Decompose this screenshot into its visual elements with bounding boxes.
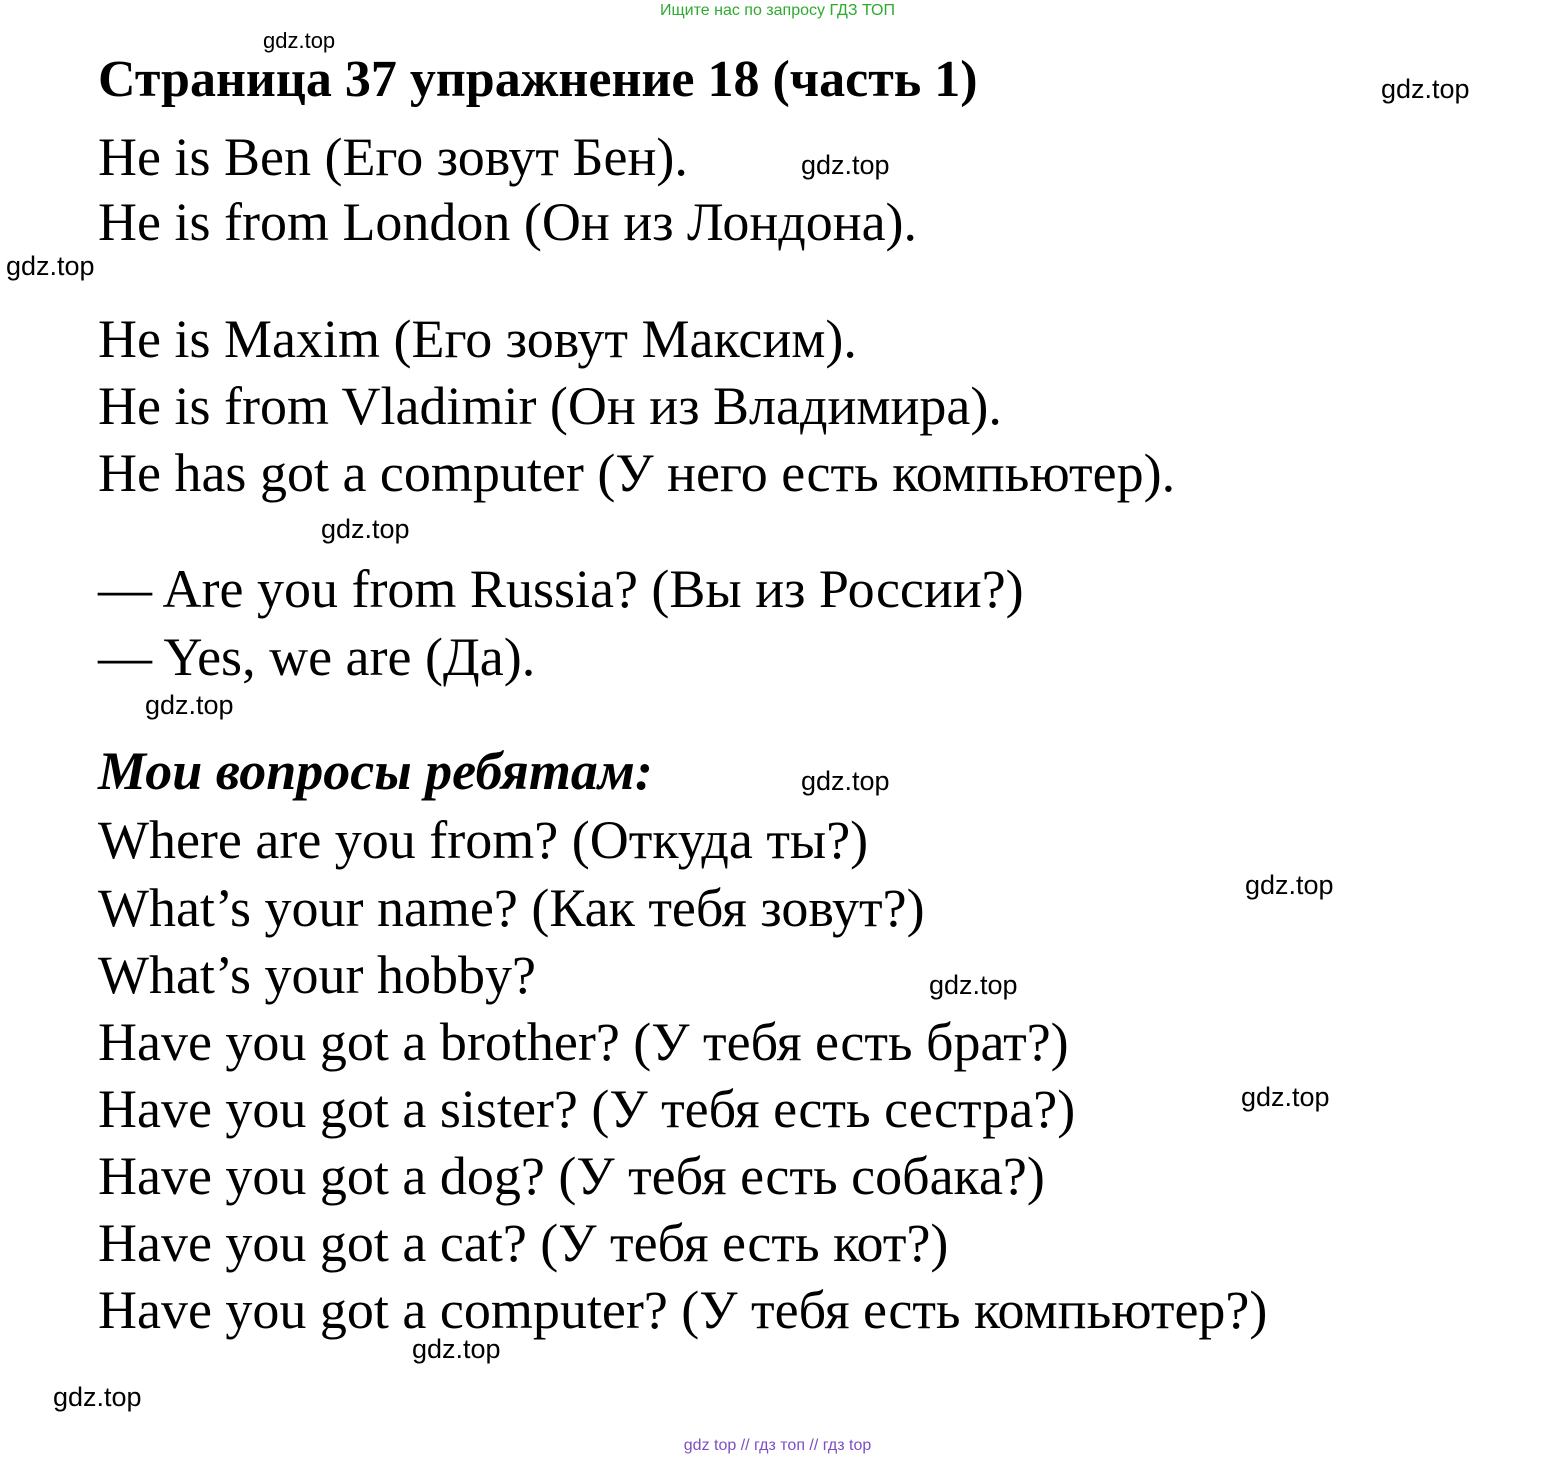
watermark: gdz.top — [801, 766, 890, 796]
watermark: gdz.top — [929, 970, 1018, 1000]
bottom-banner: gdz top // гдз топ // гдз top — [683, 1437, 872, 1454]
dialog-line: — Yes, we are (Да). — [98, 627, 536, 687]
page-title: Страница 37 упражнение 18 (часть 1) — [98, 51, 978, 108]
answer-line: He has got a computer (У него есть компьютер). — [98, 443, 1176, 503]
question-line: What’s your hobby? — [98, 945, 536, 1005]
watermark: gdz.top — [801, 150, 890, 180]
watermark: gdz.top — [1381, 74, 1470, 104]
watermark: gdz.top — [6, 251, 95, 281]
watermark: gdz.top — [1245, 870, 1334, 900]
question-line: Have you got a cat? (У тебя есть кот?) — [98, 1213, 949, 1273]
top-banner: Ищите нас по запросу ГДЗ ТОП — [660, 2, 895, 19]
answer-line: He is Ben (Его зовут Бен). — [98, 127, 688, 187]
watermark: gdz.top — [145, 690, 234, 720]
question-line: Where are you from? (Откуда ты?) — [98, 810, 869, 870]
watermark: gdz.top — [53, 1382, 142, 1412]
question-line: Have you got a brother? (У тебя есть брат?) — [98, 1012, 1069, 1072]
question-line: What’s your name? (Как тебя зовут?) — [98, 878, 925, 938]
watermark: gdz.top — [412, 1334, 501, 1364]
watermark: gdz.top — [263, 28, 336, 53]
question-line: Have you got a computer? (У тебя есть компьютер?) — [98, 1280, 1268, 1340]
watermark: gdz.top — [1241, 1082, 1330, 1112]
answer-line: He is Maxim (Его зовут Максим). — [98, 309, 857, 369]
watermark: gdz.top — [321, 514, 410, 544]
answer-line: He is from Vladimir (Он из Владимира). — [98, 376, 1002, 436]
question-line: Have you got a dog? (У тебя есть собака?) — [98, 1146, 1045, 1206]
dialog-line: — Are you from Russia? (Вы из России?) — [98, 559, 1024, 619]
answer-line: He is from London (Он из Лондона). — [98, 192, 918, 252]
questions-heading: Мои вопросы ребятам: — [98, 741, 653, 801]
question-line: Have you got a sister? (У тебя есть сестра?) — [98, 1079, 1076, 1139]
